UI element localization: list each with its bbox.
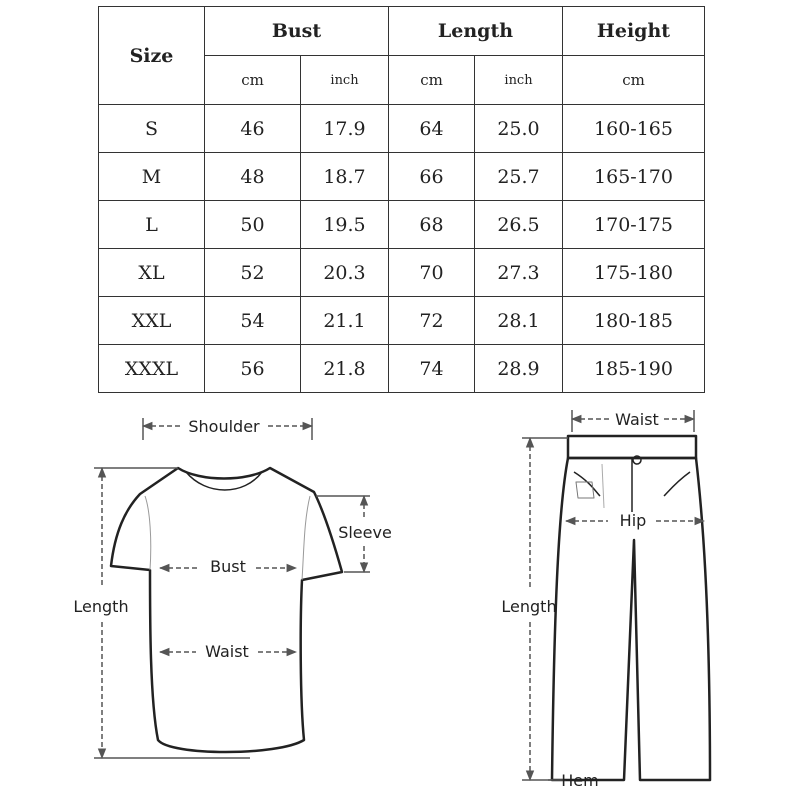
height-cm-cell: 185-190 — [563, 345, 705, 393]
bust-inch-cell: 21.8 — [301, 345, 389, 393]
length-cm-cell: 74 — [389, 345, 475, 393]
length-inch-cell: 25.7 — [475, 153, 563, 201]
bust-cm-cell: 46 — [205, 105, 301, 153]
bust-inch-unit: inch — [301, 56, 389, 105]
bust-inch-cell: 20.3 — [301, 249, 389, 297]
bust-inch-cell: 18.7 — [301, 153, 389, 201]
length-cm-cell: 68 — [389, 201, 475, 249]
length-inch-cell: 25.0 — [475, 105, 563, 153]
length-cm-cell: 70 — [389, 249, 475, 297]
bust-cm-cell: 54 — [205, 297, 301, 345]
size-cell: XXXL — [99, 345, 205, 393]
length-inch-unit: inch — [475, 56, 563, 105]
size-chart-table — [98, 6, 705, 393]
shirt-waist-label: Waist — [205, 642, 249, 661]
bust-inch-cell: 21.1 — [301, 297, 389, 345]
height-cm-unit: cm — [563, 56, 705, 105]
length-inch-cell: 28.1 — [475, 297, 563, 345]
size-cell: M — [99, 153, 205, 201]
length-inch-cell: 27.3 — [475, 249, 563, 297]
measurement-diagrams — [0, 400, 800, 800]
pants-measure-lines — [522, 410, 704, 780]
pants-illustration — [552, 436, 710, 780]
bust-inch-cell: 19.5 — [301, 201, 389, 249]
bust-label: Bust — [210, 557, 246, 576]
bust-cm-cell: 56 — [205, 345, 301, 393]
shirt-measure-lines — [94, 418, 370, 758]
hip-label: Hip — [619, 511, 647, 530]
length-cm-unit: cm — [389, 56, 475, 105]
size-cell: XXL — [99, 297, 205, 345]
table-row — [99, 297, 705, 345]
shoulder-label: Shoulder — [188, 417, 260, 436]
table-row — [99, 249, 705, 297]
table-row — [99, 201, 705, 249]
sleeve-label: Sleeve — [338, 523, 392, 542]
bust-cm-unit: cm — [205, 56, 301, 105]
size-cell: XL — [99, 249, 205, 297]
length-cm-cell: 64 — [389, 105, 475, 153]
bust-cm-cell: 52 — [205, 249, 301, 297]
table-row — [99, 105, 705, 153]
height-cm-cell: 175-180 — [563, 249, 705, 297]
bust-header: Bust — [205, 7, 389, 56]
hem-label: Hem — [561, 771, 599, 790]
height-header: Height — [563, 7, 705, 56]
size-header: Size — [99, 7, 205, 105]
length-inch-cell: 28.9 — [475, 345, 563, 393]
shirt-length-label: Length — [73, 597, 129, 616]
bust-cm-cell: 48 — [205, 153, 301, 201]
table-row — [99, 345, 705, 393]
bust-cm-cell: 50 — [205, 201, 301, 249]
table-row — [99, 153, 705, 201]
tshirt-illustration — [111, 468, 342, 752]
height-cm-cell: 180-185 — [563, 297, 705, 345]
length-cm-cell: 66 — [389, 153, 475, 201]
size-cell: S — [99, 105, 205, 153]
pants-waist-label: Waist — [615, 410, 659, 429]
height-cm-cell: 170-175 — [563, 201, 705, 249]
size-cell: L — [99, 201, 205, 249]
bust-inch-cell: 17.9 — [301, 105, 389, 153]
height-cm-cell: 165-170 — [563, 153, 705, 201]
height-cm-cell: 160-165 — [563, 105, 705, 153]
length-header: Length — [389, 7, 563, 56]
pants-length-label: Length — [501, 597, 557, 616]
length-inch-cell: 26.5 — [475, 201, 563, 249]
length-cm-cell: 72 — [389, 297, 475, 345]
